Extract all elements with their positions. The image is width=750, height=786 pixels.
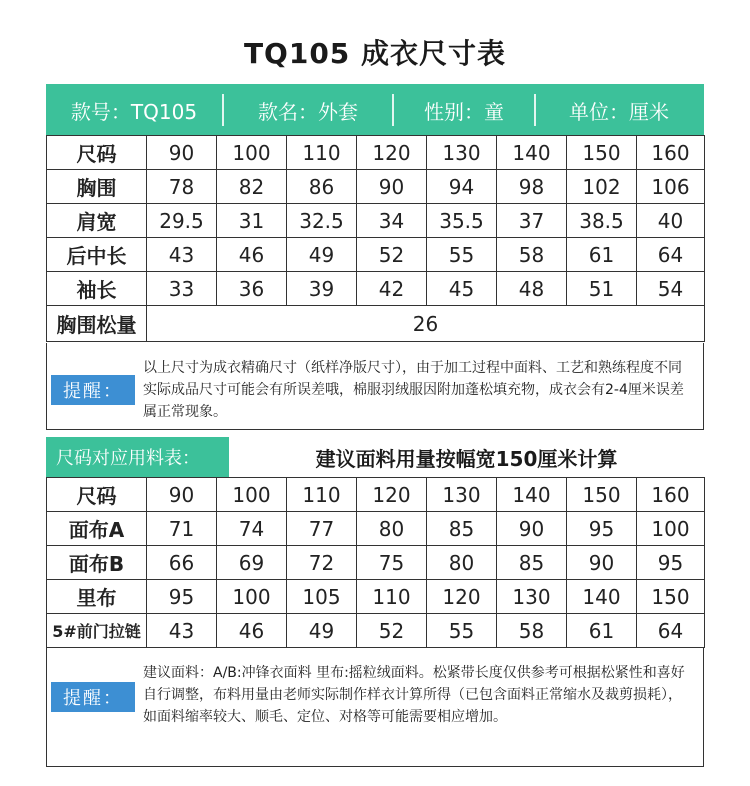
table-cell: 52 bbox=[357, 238, 427, 272]
table-cell: 80 bbox=[357, 512, 427, 546]
table-cell: 85 bbox=[497, 546, 567, 580]
table-cell: 55 bbox=[427, 238, 497, 272]
table-cell: 120 bbox=[357, 136, 427, 170]
table-row bbox=[47, 136, 705, 170]
table-row bbox=[47, 272, 705, 306]
table-cell: 38.5 bbox=[567, 204, 637, 238]
row-label: 胸围 bbox=[47, 170, 147, 204]
reminder-box-1 bbox=[46, 343, 704, 430]
size-table bbox=[46, 135, 705, 342]
table-cell: 72 bbox=[287, 546, 357, 580]
table-cell: 120 bbox=[357, 478, 427, 512]
table-cell: 69 bbox=[217, 546, 287, 580]
table-cell: 37 bbox=[497, 204, 567, 238]
row-label: 面布A bbox=[47, 512, 147, 546]
table-cell: 106 bbox=[637, 170, 705, 204]
table-cell: 64 bbox=[637, 238, 705, 272]
reminder-tag: 提醒： bbox=[51, 375, 135, 405]
style-name: 款名：外套 bbox=[258, 99, 358, 124]
table-cell: 102 bbox=[567, 170, 637, 204]
divider bbox=[392, 94, 394, 126]
table-cell: 77 bbox=[287, 512, 357, 546]
row-label: 里布 bbox=[47, 580, 147, 614]
table-cell: 54 bbox=[637, 272, 705, 306]
table-cell: 90 bbox=[567, 546, 637, 580]
reminder-tag: 提醒： bbox=[51, 682, 135, 712]
table-cell: 55 bbox=[427, 614, 497, 648]
table-cell: 120 bbox=[427, 580, 497, 614]
table-row bbox=[47, 512, 705, 546]
table-cell: 46 bbox=[217, 614, 287, 648]
table-cell: 45 bbox=[427, 272, 497, 306]
table-cell: 74 bbox=[217, 512, 287, 546]
fabric-section-label: 尺码对应用料表： bbox=[46, 437, 229, 477]
table-cell: 39 bbox=[287, 272, 357, 306]
table-row bbox=[47, 546, 705, 580]
row-label: 后中长 bbox=[47, 238, 147, 272]
table-cell: 130 bbox=[427, 136, 497, 170]
table-cell: 160 bbox=[637, 478, 705, 512]
table-cell: 95 bbox=[147, 580, 217, 614]
row-label: 5#前门拉链 bbox=[47, 614, 147, 648]
style-number: 款号：TQ105 bbox=[70, 99, 198, 124]
table-cell: 78 bbox=[147, 170, 217, 204]
table-row bbox=[47, 170, 705, 204]
table-cell: 71 bbox=[147, 512, 217, 546]
table-row bbox=[47, 478, 705, 512]
table-cell: 130 bbox=[497, 580, 567, 614]
table-cell: 160 bbox=[637, 136, 705, 170]
table-cell: 130 bbox=[427, 478, 497, 512]
table-cell: 29.5 bbox=[147, 204, 217, 238]
table-cell: 40 bbox=[637, 204, 705, 238]
table-cell: 61 bbox=[567, 238, 637, 272]
table-cell: 82 bbox=[217, 170, 287, 204]
table-cell: 85 bbox=[427, 512, 497, 546]
table-row bbox=[47, 238, 705, 272]
row-label: 袖长 bbox=[47, 272, 147, 306]
table-cell: 31 bbox=[217, 204, 287, 238]
table-cell: 90 bbox=[357, 170, 427, 204]
table-cell: 49 bbox=[287, 238, 357, 272]
table-cell: 110 bbox=[357, 580, 427, 614]
table-cell: 61 bbox=[567, 614, 637, 648]
reminder-box-2 bbox=[46, 648, 704, 767]
table-cell: 36 bbox=[217, 272, 287, 306]
row-label: 肩宽 bbox=[47, 204, 147, 238]
ease-value: 26 bbox=[147, 306, 705, 342]
table-cell: 100 bbox=[637, 512, 705, 546]
table-cell: 35.5 bbox=[427, 204, 497, 238]
row-label: 尺码 bbox=[47, 136, 147, 170]
table-cell: 90 bbox=[147, 136, 217, 170]
table-cell: 90 bbox=[147, 478, 217, 512]
table-cell: 94 bbox=[427, 170, 497, 204]
divider bbox=[534, 94, 536, 126]
table-cell: 43 bbox=[147, 614, 217, 648]
table-cell: 75 bbox=[357, 546, 427, 580]
table-cell: 80 bbox=[427, 546, 497, 580]
table-cell: 48 bbox=[497, 272, 567, 306]
table-cell: 90 bbox=[497, 512, 567, 546]
table-cell: 150 bbox=[637, 580, 705, 614]
table-cell: 42 bbox=[357, 272, 427, 306]
reminder-text: 建议面料：A/B:冲锋衣面料 里布:摇粒绒面料。松紧带长度仅供参考可根据松紧性和喜好自行调整，布料用量由老师实际制作样衣计算所得（已包含面料正常缩水及裁剪损耗），如面料缩率较大、顺毛、定位、对格等可能需要相应增加。 bbox=[143, 665, 685, 725]
table-cell: 150 bbox=[567, 478, 637, 512]
table-row bbox=[47, 306, 705, 342]
table-cell: 100 bbox=[217, 478, 287, 512]
table-cell: 98 bbox=[497, 170, 567, 204]
table-cell: 52 bbox=[357, 614, 427, 648]
table-cell: 51 bbox=[567, 272, 637, 306]
table-cell: 100 bbox=[217, 136, 287, 170]
table-cell: 32.5 bbox=[287, 204, 357, 238]
table-row bbox=[47, 580, 705, 614]
table-cell: 49 bbox=[287, 614, 357, 648]
table-cell: 100 bbox=[217, 580, 287, 614]
row-label: 尺码 bbox=[47, 478, 147, 512]
table-cell: 33 bbox=[147, 272, 217, 306]
table-cell: 58 bbox=[497, 614, 567, 648]
gender: 性别：童 bbox=[424, 99, 504, 124]
table-cell: 105 bbox=[287, 580, 357, 614]
table-cell: 58 bbox=[497, 238, 567, 272]
info-bar bbox=[46, 84, 704, 136]
table-cell: 110 bbox=[287, 136, 357, 170]
table-row bbox=[47, 614, 705, 648]
table-cell: 64 bbox=[637, 614, 705, 648]
fabric-section-title: 建议面料用量按幅宽150厘米计算 bbox=[315, 446, 618, 471]
divider bbox=[222, 94, 224, 126]
table-cell: 140 bbox=[567, 580, 637, 614]
table-row bbox=[47, 204, 705, 238]
page-title: TQ105 成衣尺寸表 bbox=[243, 37, 507, 70]
fabric-section-header bbox=[46, 437, 704, 477]
table-cell: 66 bbox=[147, 546, 217, 580]
table-cell: 86 bbox=[287, 170, 357, 204]
table-cell: 95 bbox=[567, 512, 637, 546]
unit: 单位：厘米 bbox=[569, 99, 669, 124]
table-cell: 140 bbox=[497, 478, 567, 512]
table-cell: 43 bbox=[147, 238, 217, 272]
table-cell: 46 bbox=[217, 238, 287, 272]
table-cell: 34 bbox=[357, 204, 427, 238]
table-cell: 150 bbox=[567, 136, 637, 170]
reminder-text: 以上尺寸为成衣精确尺寸（纸样净版尺寸），由于加工过程中面料、工艺和熟练程度不同实际成品尺寸可能会有所误差哦，棉服羽绒服因附加蓬松填充物，成衣会有2-4厘米误差属正常现象。 bbox=[143, 360, 684, 420]
row-label: 面布B bbox=[47, 546, 147, 580]
table-cell: 110 bbox=[287, 478, 357, 512]
table-cell: 95 bbox=[637, 546, 705, 580]
table-cell: 140 bbox=[497, 136, 567, 170]
ease-label: 胸围松量 bbox=[47, 306, 147, 342]
fabric-table bbox=[46, 477, 705, 648]
